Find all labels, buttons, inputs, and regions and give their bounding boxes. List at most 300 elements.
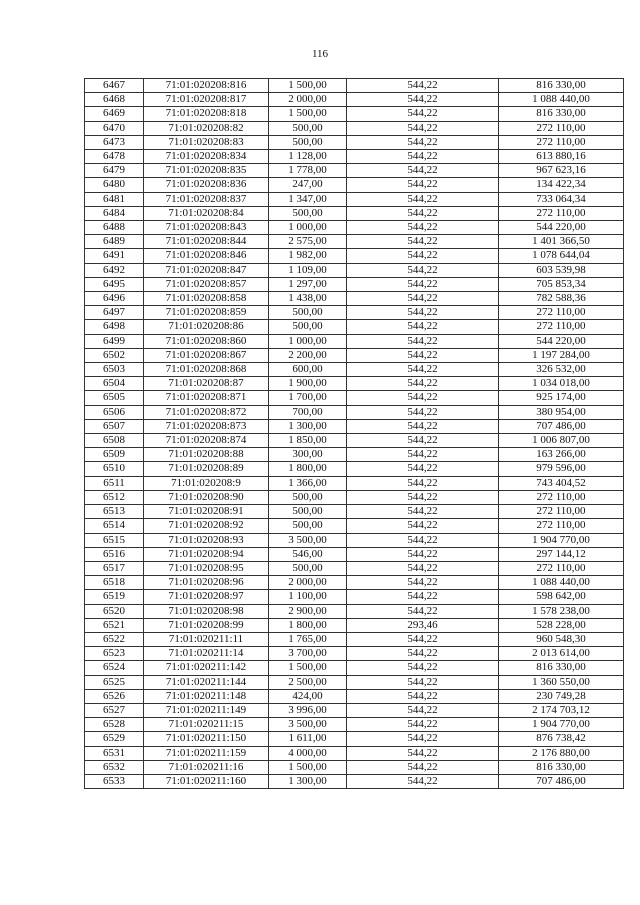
value-cell: 1 401 366,50 [499,235,624,249]
row-number-cell: 6469 [85,107,144,121]
cadastral-number-cell: 71:01:020208:9 [144,476,269,490]
value-cell: 816 330,00 [499,79,624,93]
cadastral-number-cell: 71:01:020208:87 [144,377,269,391]
cadastral-number-cell: 71:01:020208:846 [144,249,269,263]
area-cell: 3 700,00 [269,647,347,661]
table-row [85,93,624,107]
area-cell: 300,00 [269,448,347,462]
rate-cell: 293,46 [347,618,499,632]
value-cell: 598 642,00 [499,590,624,604]
cadastral-number-cell: 71:01:020208:88 [144,448,269,462]
value-cell: 272 110,00 [499,519,624,533]
area-cell: 2 575,00 [269,235,347,249]
row-number-cell: 6525 [85,675,144,689]
table-row [85,306,624,320]
cadastral-number-cell: 71:01:020208:818 [144,107,269,121]
row-number-cell: 6503 [85,363,144,377]
area-cell: 500,00 [269,121,347,135]
cadastral-number-cell: 71:01:020211:160 [144,774,269,788]
row-number-cell: 6516 [85,547,144,561]
rate-cell: 544,22 [347,661,499,675]
table-row [85,249,624,263]
area-cell: 1 347,00 [269,192,347,206]
cadastral-number-cell: 71:01:020208:844 [144,235,269,249]
value-cell: 297 144,12 [499,547,624,561]
table-row [85,746,624,760]
value-cell: 272 110,00 [499,505,624,519]
table-row [85,263,624,277]
value-cell: 1 578 238,00 [499,604,624,618]
rate-cell: 544,22 [347,774,499,788]
cadastral-number-cell: 71:01:020211:15 [144,718,269,732]
value-cell: 1 034 018,00 [499,377,624,391]
rate-cell: 544,22 [347,590,499,604]
rate-cell: 544,22 [347,249,499,263]
row-number-cell: 6513 [85,505,144,519]
value-cell: 782 588,36 [499,292,624,306]
rate-cell: 544,22 [347,405,499,419]
area-cell: 2 900,00 [269,604,347,618]
rate-cell: 544,22 [347,476,499,490]
cadastral-number-cell: 71:01:020208:817 [144,93,269,107]
table-row [85,703,624,717]
row-number-cell: 6517 [85,561,144,575]
row-number-cell: 6496 [85,292,144,306]
value-cell: 743 404,52 [499,476,624,490]
area-cell: 2 200,00 [269,348,347,362]
rate-cell: 544,22 [347,561,499,575]
rate-cell: 544,22 [347,348,499,362]
value-cell: 272 110,00 [499,320,624,334]
area-cell: 500,00 [269,320,347,334]
table-row [85,377,624,391]
area-cell: 1 500,00 [269,107,347,121]
rate-cell: 544,22 [347,277,499,291]
cadastral-number-cell: 71:01:020208:89 [144,462,269,476]
rate-cell: 544,22 [347,235,499,249]
cadastral-number-cell: 71:01:020211:14 [144,647,269,661]
row-number-cell: 6509 [85,448,144,462]
value-cell: 528 228,00 [499,618,624,632]
row-number-cell: 6519 [85,590,144,604]
row-number-cell: 6520 [85,604,144,618]
table-row [85,164,624,178]
cadastral-number-cell: 71:01:020208:84 [144,206,269,220]
cadastral-number-cell: 71:01:020208:874 [144,434,269,448]
table-row [85,476,624,490]
table-row [85,505,624,519]
rate-cell: 544,22 [347,576,499,590]
area-cell: 3 500,00 [269,533,347,547]
row-number-cell: 6491 [85,249,144,263]
row-number-cell: 6508 [85,434,144,448]
cadastral-number-cell: 71:01:020208:98 [144,604,269,618]
value-cell: 925 174,00 [499,391,624,405]
value-cell: 816 330,00 [499,661,624,675]
rate-cell: 544,22 [347,306,499,320]
cadastral-number-cell: 71:01:020208:860 [144,334,269,348]
cadastral-number-cell: 71:01:020211:149 [144,703,269,717]
area-cell: 600,00 [269,363,347,377]
cadastral-number-cell: 71:01:020211:16 [144,760,269,774]
table-row [85,135,624,149]
row-number-cell: 6507 [85,419,144,433]
area-cell: 1 900,00 [269,377,347,391]
row-number-cell: 6498 [85,320,144,334]
area-cell: 1 500,00 [269,760,347,774]
cadastral-number-cell: 71:01:020208:858 [144,292,269,306]
row-number-cell: 6527 [85,703,144,717]
row-number-cell: 6502 [85,348,144,362]
table-row [85,121,624,135]
area-cell: 500,00 [269,561,347,575]
row-number-cell: 6528 [85,718,144,732]
table-row [85,178,624,192]
row-number-cell: 6473 [85,135,144,149]
row-number-cell: 6514 [85,519,144,533]
value-cell: 2 174 703,12 [499,703,624,717]
value-cell: 163 266,00 [499,448,624,462]
cadastral-number-cell: 71:01:020208:93 [144,533,269,547]
table-row [85,334,624,348]
table-row [85,462,624,476]
value-cell: 2 176 880,00 [499,746,624,760]
row-number-cell: 6533 [85,774,144,788]
value-cell: 272 110,00 [499,490,624,504]
rate-cell: 544,22 [347,334,499,348]
rate-cell: 544,22 [347,135,499,149]
cadastral-number-cell: 71:01:020211:144 [144,675,269,689]
cadastral-number-cell: 71:01:020208:843 [144,221,269,235]
area-cell: 1 611,00 [269,732,347,746]
row-number-cell: 6521 [85,618,144,632]
value-cell: 603 539,98 [499,263,624,277]
cadastral-number-cell: 71:01:020208:92 [144,519,269,533]
cadastral-number-cell: 71:01:020208:857 [144,277,269,291]
cadastral-number-cell: 71:01:020208:94 [144,547,269,561]
area-cell: 1 765,00 [269,632,347,646]
area-cell: 2 000,00 [269,93,347,107]
cadastral-number-cell: 71:01:020208:835 [144,164,269,178]
value-cell: 272 110,00 [499,306,624,320]
area-cell: 500,00 [269,519,347,533]
value-cell: 1 088 440,00 [499,93,624,107]
table-row [85,221,624,235]
table-row [85,363,624,377]
rate-cell: 544,22 [347,434,499,448]
cadastral-number-cell: 71:01:020208:873 [144,419,269,433]
area-cell: 1 297,00 [269,277,347,291]
cadastral-number-cell: 71:01:020208:868 [144,363,269,377]
row-number-cell: 6467 [85,79,144,93]
area-cell: 424,00 [269,689,347,703]
value-cell: 733 064,34 [499,192,624,206]
cadastral-number-cell: 71:01:020208:99 [144,618,269,632]
cadastral-number-cell: 71:01:020208:872 [144,405,269,419]
rate-cell: 544,22 [347,533,499,547]
table-row [85,590,624,604]
rate-cell: 544,22 [347,703,499,717]
value-cell: 876 738,42 [499,732,624,746]
rate-cell: 544,22 [347,632,499,646]
table-row [85,774,624,788]
cadastral-number-cell: 71:01:020208:95 [144,561,269,575]
rate-cell: 544,22 [347,462,499,476]
value-cell: 816 330,00 [499,107,624,121]
table-row [85,661,624,675]
area-cell: 3 996,00 [269,703,347,717]
value-cell: 544 220,00 [499,334,624,348]
table-row [85,419,624,433]
table-body [85,79,624,789]
table-row [85,448,624,462]
area-cell: 1 982,00 [269,249,347,263]
table-row [85,561,624,575]
cadastral-number-cell: 71:01:020208:96 [144,576,269,590]
area-cell: 1 300,00 [269,774,347,788]
value-cell: 380 954,00 [499,405,624,419]
row-number-cell: 6524 [85,661,144,675]
table-row [85,618,624,632]
cadastral-number-cell: 71:01:020208:834 [144,150,269,164]
area-cell: 1 109,00 [269,263,347,277]
table-row [85,434,624,448]
value-cell: 979 596,00 [499,462,624,476]
area-cell: 1 438,00 [269,292,347,306]
area-cell: 500,00 [269,505,347,519]
table-row [85,604,624,618]
table-row [85,206,624,220]
area-cell: 1 700,00 [269,391,347,405]
cadastral-number-cell: 71:01:020211:148 [144,689,269,703]
area-cell: 500,00 [269,206,347,220]
rate-cell: 544,22 [347,547,499,561]
rate-cell: 544,22 [347,732,499,746]
value-cell: 1 360 550,00 [499,675,624,689]
value-cell: 326 532,00 [499,363,624,377]
area-cell: 4 000,00 [269,746,347,760]
page-number: 116 [311,48,329,60]
cadastral-number-cell: 71:01:020208:97 [144,590,269,604]
value-cell: 1 197 284,00 [499,348,624,362]
row-number-cell: 6511 [85,476,144,490]
value-cell: 705 853,34 [499,277,624,291]
cadastral-number-cell: 71:01:020208:816 [144,79,269,93]
rate-cell: 544,22 [347,675,499,689]
cadastral-number-cell: 71:01:020211:11 [144,632,269,646]
row-number-cell: 6495 [85,277,144,291]
row-number-cell: 6522 [85,632,144,646]
area-cell: 2 000,00 [269,576,347,590]
rate-cell: 544,22 [347,760,499,774]
table-row [85,718,624,732]
row-number-cell: 6532 [85,760,144,774]
rate-cell: 544,22 [347,164,499,178]
rate-cell: 544,22 [347,221,499,235]
rate-cell: 544,22 [347,718,499,732]
table-row [85,391,624,405]
rate-cell: 544,22 [347,419,499,433]
value-cell: 707 486,00 [499,419,624,433]
table-row [85,320,624,334]
table-row [85,235,624,249]
area-cell: 247,00 [269,178,347,192]
rate-cell: 544,22 [347,93,499,107]
rate-cell: 544,22 [347,647,499,661]
cadastral-number-cell: 71:01:020211:142 [144,661,269,675]
rate-cell: 544,22 [347,292,499,306]
table-row [85,277,624,291]
table-row [85,576,624,590]
row-number-cell: 6529 [85,732,144,746]
rate-cell: 544,22 [347,604,499,618]
row-number-cell: 6481 [85,192,144,206]
cadastral-number-cell: 71:01:020208:867 [144,348,269,362]
area-cell: 1 800,00 [269,462,347,476]
table-row [85,519,624,533]
value-cell: 1 904 770,00 [499,718,624,732]
cadastral-number-cell: 71:01:020208:837 [144,192,269,206]
row-number-cell: 6531 [85,746,144,760]
row-number-cell: 6470 [85,121,144,135]
area-cell: 1 778,00 [269,164,347,178]
row-number-cell: 6484 [85,206,144,220]
rate-cell: 544,22 [347,391,499,405]
row-number-cell: 6505 [85,391,144,405]
row-number-cell: 6488 [85,221,144,235]
area-cell: 1 366,00 [269,476,347,490]
cadastral-number-cell: 71:01:020208:847 [144,263,269,277]
rate-cell: 544,22 [347,121,499,135]
value-cell: 2 013 614,00 [499,647,624,661]
rate-cell: 544,22 [347,206,499,220]
cadastral-number-cell: 71:01:020208:83 [144,135,269,149]
table-row [85,192,624,206]
row-number-cell: 6478 [85,150,144,164]
value-cell: 134 422,34 [499,178,624,192]
rate-cell: 544,22 [347,490,499,504]
table-row [85,292,624,306]
cadastral-number-cell: 71:01:020208:90 [144,490,269,504]
table-row [85,150,624,164]
row-number-cell: 6480 [85,178,144,192]
table-row [85,760,624,774]
value-cell: 613 880,16 [499,150,624,164]
value-cell: 967 623,16 [499,164,624,178]
area-cell: 500,00 [269,306,347,320]
rate-cell: 544,22 [347,363,499,377]
area-cell: 500,00 [269,490,347,504]
rate-cell: 544,22 [347,377,499,391]
area-cell: 1 000,00 [269,334,347,348]
value-cell: 707 486,00 [499,774,624,788]
row-number-cell: 6468 [85,93,144,107]
value-cell: 1 006 807,00 [499,434,624,448]
table-row [85,490,624,504]
cadastral-table [84,78,624,789]
cadastral-number-cell: 71:01:020208:836 [144,178,269,192]
table-row [85,79,624,93]
value-cell: 544 220,00 [499,221,624,235]
value-cell: 272 110,00 [499,135,624,149]
rate-cell: 544,22 [347,107,499,121]
rate-cell: 544,22 [347,192,499,206]
table-row [85,732,624,746]
area-cell: 546,00 [269,547,347,561]
cadastral-number-cell: 71:01:020211:159 [144,746,269,760]
area-cell: 1 128,00 [269,150,347,164]
row-number-cell: 6515 [85,533,144,547]
row-number-cell: 6504 [85,377,144,391]
area-cell: 700,00 [269,405,347,419]
value-cell: 816 330,00 [499,760,624,774]
value-cell: 1 078 644,04 [499,249,624,263]
rate-cell: 544,22 [347,746,499,760]
rate-cell: 544,22 [347,448,499,462]
table-row [85,533,624,547]
table-row [85,107,624,121]
value-cell: 272 110,00 [499,561,624,575]
area-cell: 2 500,00 [269,675,347,689]
row-number-cell: 6523 [85,647,144,661]
row-number-cell: 6497 [85,306,144,320]
rate-cell: 544,22 [347,320,499,334]
row-number-cell: 6479 [85,164,144,178]
cadastral-number-cell: 71:01:020208:82 [144,121,269,135]
rate-cell: 544,22 [347,263,499,277]
table-row [85,348,624,362]
rate-cell: 544,22 [347,519,499,533]
row-number-cell: 6492 [85,263,144,277]
value-cell: 272 110,00 [499,121,624,135]
table-row [85,547,624,561]
area-cell: 1 000,00 [269,221,347,235]
area-cell: 1 100,00 [269,590,347,604]
area-cell: 500,00 [269,135,347,149]
rate-cell: 544,22 [347,79,499,93]
area-cell: 1 800,00 [269,618,347,632]
cadastral-number-cell: 71:01:020211:150 [144,732,269,746]
row-number-cell: 6526 [85,689,144,703]
cadastral-number-cell: 71:01:020208:871 [144,391,269,405]
value-cell: 1 904 770,00 [499,533,624,547]
rate-cell: 544,22 [347,505,499,519]
table-row [85,405,624,419]
row-number-cell: 6489 [85,235,144,249]
table-row [85,647,624,661]
row-number-cell: 6499 [85,334,144,348]
rate-cell: 544,22 [347,689,499,703]
table-row [85,689,624,703]
cadastral-number-cell: 71:01:020208:86 [144,320,269,334]
row-number-cell: 6510 [85,462,144,476]
value-cell: 1 088 440,00 [499,576,624,590]
area-cell: 1 850,00 [269,434,347,448]
row-number-cell: 6512 [85,490,144,504]
row-number-cell: 6506 [85,405,144,419]
rate-cell: 544,22 [347,178,499,192]
value-cell: 230 749,28 [499,689,624,703]
table-row [85,675,624,689]
area-cell: 1 500,00 [269,79,347,93]
value-cell: 960 548,30 [499,632,624,646]
area-cell: 1 300,00 [269,419,347,433]
area-cell: 3 500,00 [269,718,347,732]
table-row [85,632,624,646]
cadastral-number-cell: 71:01:020208:859 [144,306,269,320]
rate-cell: 544,22 [347,150,499,164]
row-number-cell: 6518 [85,576,144,590]
